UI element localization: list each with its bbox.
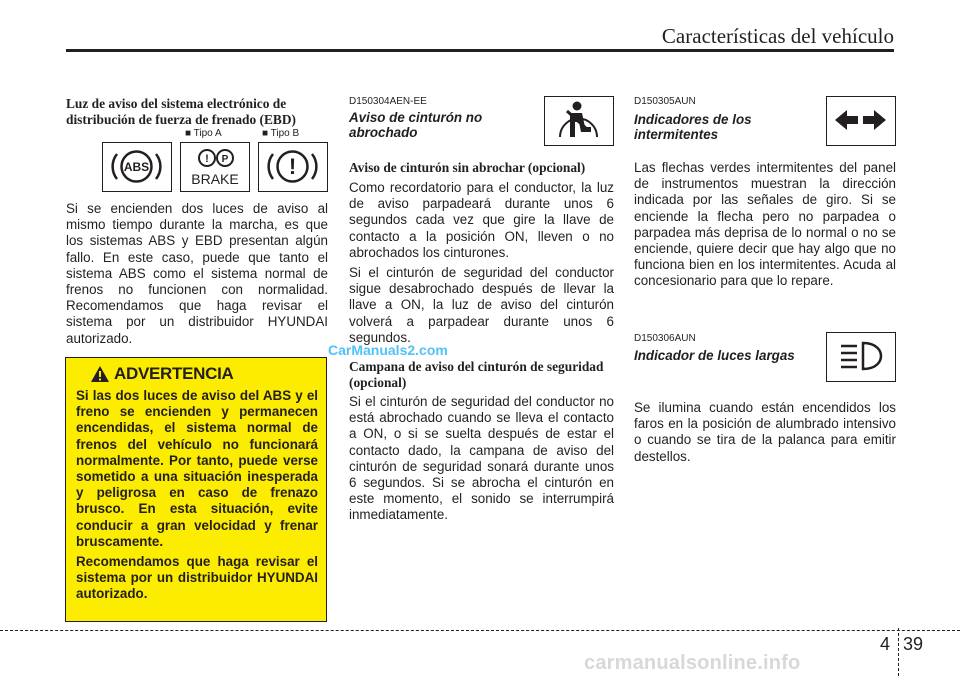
warning-triangle-icon [90, 365, 110, 383]
watermark-top: CarManuals2.com [328, 342, 448, 358]
seatbelt-text2: Si el cinturón de seguridad del conductor no está abrochado cuando se lleva el contacto a ON, o si se suelta después de estar el contacto dado, la campana de aviso del cinturón de seguridad sonará durante unos 6 segundos. Si se abrocha el cinturón en este momento, el sonido se interrumpirá inmediatamente. [349, 394, 614, 523]
seatbelt-sub2: Campana de aviso del cinturón de seguridad (opcional) [349, 359, 604, 390]
section-title: Características del vehículo [661, 24, 894, 48]
seatbelt-title: Aviso de cinturón no abrochado [349, 110, 483, 140]
code-seatbelt: D150304AEN-EE [349, 96, 427, 107]
high-beam-icon [826, 332, 896, 382]
highbeam-text: Se ilumina cuando están encendidos los faros en la posición de alumbrado intensivo o cuando se tira de la palanca para emitir destellos. [634, 400, 896, 464]
turn-text: Las flechas verdes intermitentes del panel de instrumentos muestran la dirección indicada por las señales de giro. Si se enciende la flecha pero no parpadea o parpadea más deprisa de lo normal o no se enciende, quiere decir que hay algo que no funciona bien en los intermitentes. Acuda al concesionario para que lo repare. [634, 160, 896, 289]
ebd-heading: Luz de aviso del sistema electrónico de distribución de fuerza de frenado (EBD) [66, 96, 296, 127]
brake-icon-text: BRAKE [191, 171, 239, 187]
warning-text: Si las dos luces de aviso del ABS y el freno se encienden y permanecen encendidas, el sistema normal de frenos del vehículo no funcionará normalmente. Por tanto, puede verse sometido a una situación inesperada y peligrosa en caso de frenazo brusco. En esta situación, evite conducir a gran velocidad y frenar bruscamente. Recomendamos que haga revisar el sistema por un distribuidor HYUNDAI autorizado. [76, 388, 318, 602]
turn-signal-icon [826, 96, 896, 146]
tipo-b-label: ■ Tipo B [262, 128, 300, 139]
warning-title: ADVERTENCIA [114, 364, 234, 383]
warning-heading [90, 364, 318, 384]
parking-icon-text: P [221, 154, 229, 165]
page-separator [898, 628, 899, 676]
chapter-number: 4 [880, 634, 891, 654]
warning-box [65, 357, 327, 622]
turn-title: Indicadores de los intermitentes [634, 112, 752, 142]
seatbelt-text1: Como recordatorio para el conductor, la luz de aviso parpadeará durante unos 6 segundos cada vez que gire la llave de contacto a la posición ON, lleven o no abrochados los cinturones. Si el cinturón de seguridad del conductor sigue desabrochado después de llevar la llave a ON, la luz de aviso del cinturón volverá a parpadear durante unos 6 segundos. [349, 180, 614, 345]
watermark-bottom: carmanualsonline.info [584, 652, 801, 674]
header-rule [66, 49, 894, 52]
exclamation-icon-text: ! [288, 154, 297, 179]
code-turn: D150305AUN [634, 96, 696, 107]
brake-exclamation-icon [258, 142, 328, 192]
seatbelt-sub1: Aviso de cinturón sin abrochar (opcional) [349, 160, 586, 175]
ebd-paragraph: Si se encienden dos luces de aviso al mismo tiempo durante la marcha, es que los sistemas ABS y EBD presentan algún fallo. En este caso, puede que tanto el sistema ABS como el sistema normal de frenos no funcionen con normalidad. Recomendamos que haga revisar el sistema por un distribuidor HYUNDAI autorizado. [66, 201, 328, 346]
page-number: 39 [903, 634, 924, 654]
footer-rule [0, 630, 960, 631]
tipo-a-label: ■ Tipo A [185, 128, 222, 139]
highbeam-title: Indicador de luces largas [634, 348, 795, 363]
brake-warning-icon [180, 142, 250, 192]
seatbelt-icon [544, 96, 614, 146]
svg-text:!: ! [205, 153, 209, 165]
code-highbeam: D150306AUN [634, 333, 696, 344]
abs-icon-text: ABS [123, 160, 150, 174]
abs-warning-icon [102, 142, 172, 192]
